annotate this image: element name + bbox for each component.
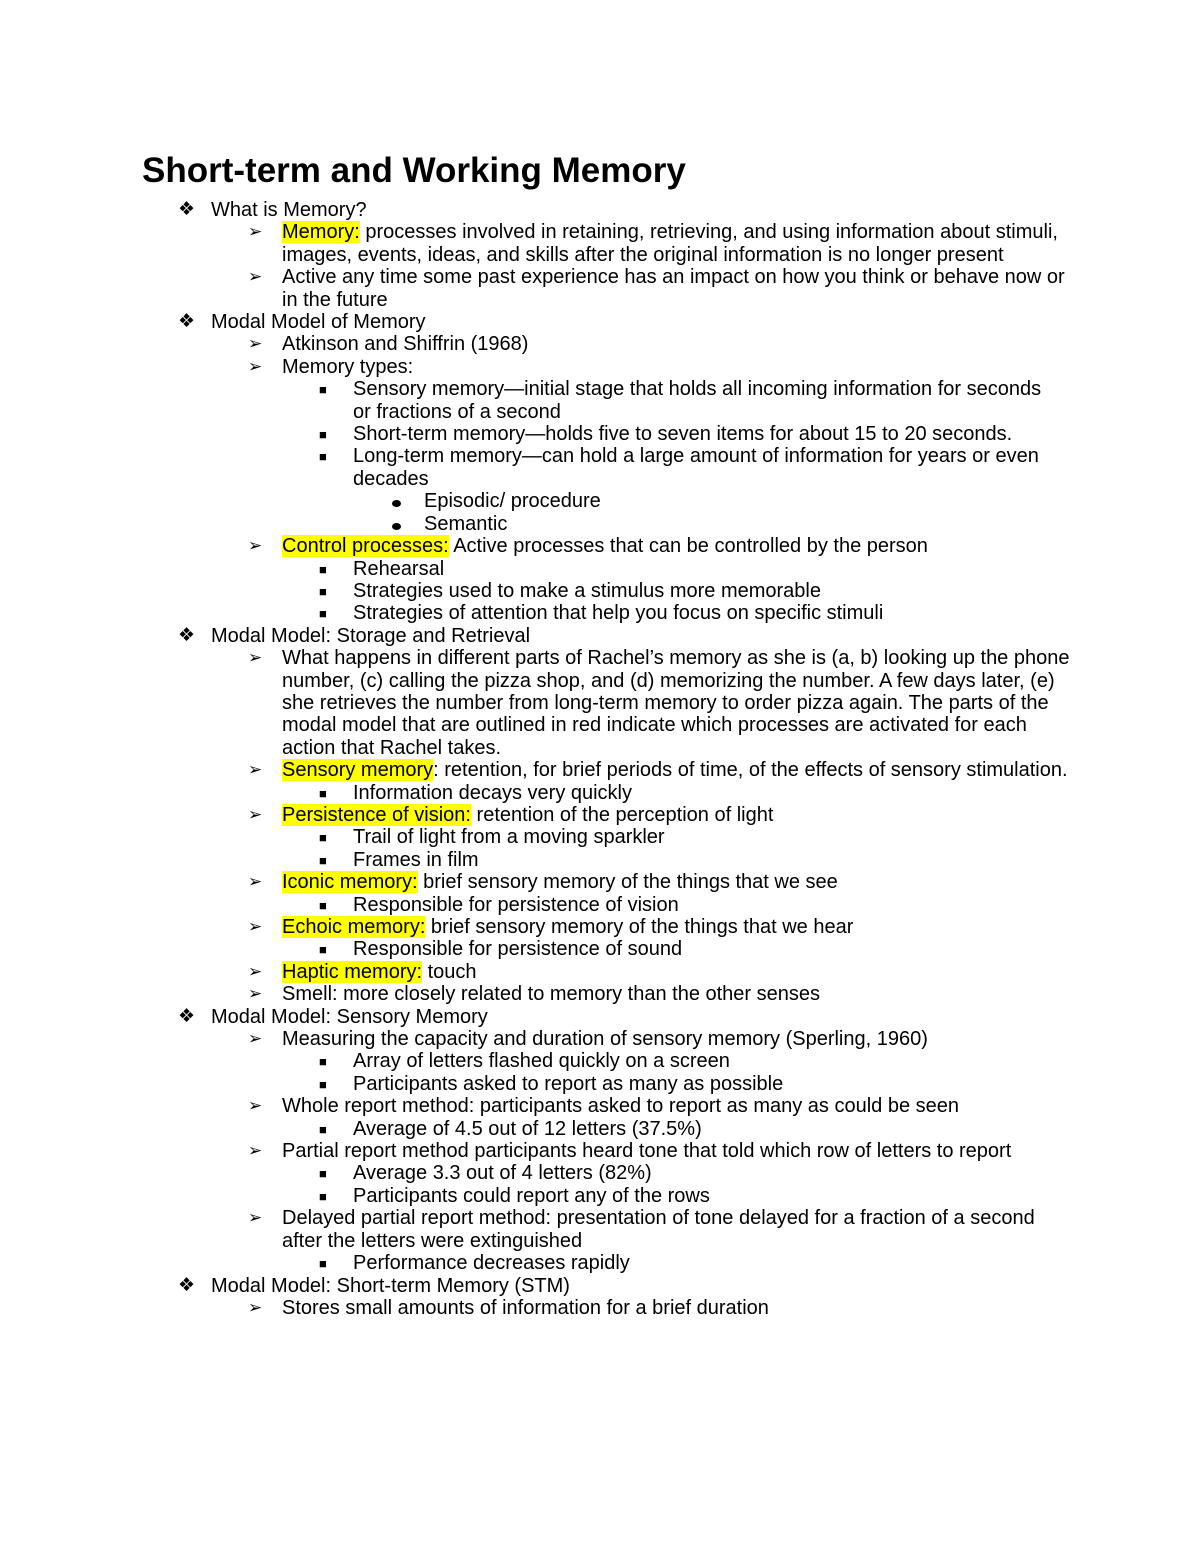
- square-bullet-icon: ■: [319, 1188, 327, 1204]
- item-body-text: Modal Model: Short-term Memory (STM): [211, 1274, 570, 1297]
- outline-item-level2: [0, 916, 1200, 938]
- outline-item-level2: [0, 356, 1200, 378]
- outline-item-text: [211, 625, 1090, 647]
- outline-item-text: [424, 513, 1060, 535]
- outline-item-text: [353, 826, 1060, 848]
- item-body-text: Modal Model: Storage and Retrieval: [211, 624, 531, 647]
- outline-item-level2: [0, 1095, 1200, 1117]
- outline-item-level4: [0, 513, 1200, 535]
- outline-item-text: [353, 849, 1060, 871]
- outline-item-level1: [0, 1275, 1200, 1297]
- outline-item-level2: [0, 759, 1200, 781]
- square-bullet-icon: ■: [319, 583, 327, 599]
- outline-item-text: [282, 535, 1070, 557]
- arrowhead-bullet-icon: ➢: [248, 1297, 263, 1317]
- square-bullet-icon: ■: [319, 449, 327, 465]
- outline-item-text: [282, 871, 1070, 893]
- item-body-text: brief sensory memory of the things that we see: [417, 871, 838, 894]
- outline-item-level3: [0, 826, 1200, 848]
- item-body-text: Active processes that can be controlled by the person: [448, 535, 928, 558]
- square-bullet-icon: ■: [319, 785, 327, 801]
- square-bullet-icon: ■: [319, 561, 327, 577]
- arrowhead-bullet-icon: ➢: [248, 984, 263, 1004]
- item-body-text: brief sensory memory of the things that we hear: [425, 916, 854, 938]
- outline-item-text: [353, 580, 1060, 602]
- outline-item-text: [353, 602, 1060, 624]
- outline-item-text: [282, 356, 1070, 378]
- outline-item-level3: [0, 580, 1200, 602]
- outline-item-text: [353, 894, 1060, 916]
- outline-item-level3: [0, 1185, 1200, 1207]
- outline-item-text: [282, 759, 1070, 781]
- outline-item-text: [353, 1252, 1060, 1274]
- outline-item-level2: [0, 647, 1200, 759]
- outline-item-level1: [0, 311, 1200, 333]
- arrowhead-bullet-icon: ➢: [248, 872, 263, 892]
- highlighted-term: Sensory memory: [282, 759, 434, 782]
- item-body-text: touch: [422, 960, 477, 983]
- outline-item-text: [282, 1095, 1070, 1117]
- item-body-text: Performance decreases rapidly: [353, 1252, 630, 1275]
- item-body-text: Participants could report any of the rows: [353, 1184, 710, 1207]
- outline-item-level2: [0, 535, 1200, 557]
- item-body-text: Atkinson and Shiffrin (1968): [282, 333, 529, 356]
- item-body-text: Strategies of attention that help you focus on specific stimuli: [353, 602, 884, 625]
- item-body-text: processes involved in retaining, retrieving, and using information about stimuli, images, events, ideas, and skills after the original information is no longer present: [282, 221, 1058, 266]
- arrowhead-bullet-icon: ➢: [248, 1141, 263, 1161]
- outline-item-level4: [0, 490, 1200, 512]
- outline-item-level3: [0, 782, 1200, 804]
- outline-item-text: [282, 916, 1070, 938]
- outline-item-level3: [0, 423, 1200, 445]
- diamond-bullet-icon: ❖: [178, 1274, 196, 1296]
- item-body-text: Trail of light from a moving sparkler: [353, 826, 665, 849]
- arrowhead-bullet-icon: ➢: [248, 760, 263, 780]
- item-body-text: Long-term memory—can hold a large amount of information for years or even decades: [353, 445, 1039, 490]
- outline-item-text: [211, 1275, 1090, 1297]
- item-body-text: retention of the perception of light: [470, 803, 774, 826]
- square-bullet-icon: ■: [319, 897, 327, 913]
- diamond-bullet-icon: ❖: [178, 624, 196, 646]
- arrowhead-bullet-icon: ➢: [248, 222, 263, 242]
- item-body-text: Participants asked to report as many as possible: [353, 1072, 784, 1095]
- outline-item-text: [353, 1118, 1060, 1140]
- arrowhead-bullet-icon: ➢: [248, 917, 263, 936]
- diamond-bullet-icon: ❖: [178, 199, 196, 220]
- round-bullet-icon: [392, 490, 401, 512]
- outline-item-text: [353, 423, 1060, 445]
- outline-item-text: [353, 378, 1060, 423]
- outline-item-level2: [0, 266, 1200, 311]
- outline-item-level3: [0, 558, 1200, 580]
- item-body-text: What happens in different parts of Rachel’s memory as she is (a, b) looking up the phone number, (c) calling the pizza shop, and (d) memorizing the number. A few days later, (e) she retrieves the number from long-term memory to order pizza again. The parts of the modal model that are outlined in red indicate which processes are activated for each action that Rachel takes.: [282, 647, 1070, 759]
- item-body-text: Stores small amounts of information for a brief duration: [282, 1296, 769, 1319]
- outline-item-level2: [0, 1140, 1200, 1162]
- outline-item-level3: [0, 1252, 1200, 1274]
- outline-item-text: [282, 804, 1070, 826]
- square-bullet-icon: ■: [319, 830, 327, 846]
- arrowhead-bullet-icon: ➢: [248, 1029, 263, 1049]
- item-body-text: Array of letters flashed quickly on a screen: [353, 1050, 730, 1073]
- item-body-text: Responsible for persistence of sound: [353, 938, 683, 961]
- outline-item-text: [282, 647, 1070, 759]
- outline-item-text: [353, 445, 1060, 490]
- round-bullet-icon: [392, 513, 401, 535]
- page-title: Short-term and Working Memory: [142, 151, 686, 190]
- item-body-text: Short-term memory—holds five to seven items for about 15 to 20 seconds.: [353, 423, 1013, 446]
- item-body-text: Episodic/ procedure: [424, 490, 601, 513]
- outline-item-text: [211, 311, 1090, 333]
- outline-item-level3: [0, 938, 1200, 960]
- outline-item-level1: [0, 625, 1200, 647]
- arrowhead-bullet-icon: ➢: [248, 961, 263, 981]
- outline-item-level2: [0, 983, 1200, 1005]
- square-bullet-icon: ■: [319, 427, 327, 443]
- item-body-text: Responsible for persistence of vision: [353, 893, 679, 916]
- outline-item-text: [424, 490, 1060, 512]
- outline-item-text: [282, 333, 1070, 355]
- item-body-text: Delayed partial report method: presentation of tone delayed for a fraction of a second after the letters were extinguished: [282, 1207, 1035, 1252]
- outline-item-level2: [0, 961, 1200, 983]
- arrowhead-bullet-icon: ➢: [248, 334, 263, 354]
- outline-item-level2: [0, 1207, 1200, 1252]
- item-body-text: What is Memory?: [211, 199, 367, 221]
- square-bullet-icon: ■: [319, 1054, 327, 1070]
- item-body-text: Modal Model: Sensory Memory: [211, 1005, 488, 1028]
- square-bullet-icon: ■: [319, 606, 327, 622]
- outline-item-level3: [0, 894, 1200, 916]
- arrowhead-bullet-icon: ➢: [248, 804, 263, 824]
- arrowhead-bullet-icon: ➢: [248, 1208, 263, 1228]
- item-body-text: Measuring the capacity and duration of sensory memory (Sperling, 1960): [282, 1028, 928, 1051]
- arrowhead-bullet-icon: ➢: [248, 1096, 263, 1116]
- arrowhead-bullet-icon: ➢: [248, 536, 263, 556]
- outline-item-level2: [0, 871, 1200, 893]
- highlighted-term: Iconic memory:: [282, 871, 418, 894]
- item-body-text: Memory types:: [282, 355, 414, 378]
- item-body-text: Strategies used to make a stimulus more memorable: [353, 579, 821, 602]
- outline-item-level3: [0, 1050, 1200, 1072]
- highlighted-term: Memory:: [282, 221, 360, 244]
- outline-item-text: [282, 266, 1070, 311]
- outline-item-text: [282, 1207, 1070, 1252]
- outline-item-level1: [0, 199, 1200, 221]
- outline-item-level2: [0, 221, 1200, 266]
- outline-item-text: [282, 961, 1070, 983]
- item-body-text: Active any time some past experience has an impact on how you think or behave now or in the future: [282, 266, 1065, 311]
- outline-item-text: [282, 221, 1070, 266]
- outline-item-text: [353, 1162, 1060, 1184]
- item-body-text: Average 3.3 out of 4 letters (82%): [353, 1162, 652, 1185]
- arrowhead-bullet-icon: ➢: [248, 356, 263, 376]
- item-body-text: Modal Model of Memory: [211, 311, 426, 334]
- item-body-text: Partial report method participants heard tone that told which row of letters to report: [282, 1140, 1012, 1163]
- outline-item-level3: [0, 445, 1200, 490]
- square-bullet-icon: ■: [319, 382, 327, 398]
- outline-item-level2: [0, 1297, 1200, 1319]
- highlighted-term: Echoic memory:: [282, 916, 426, 938]
- square-bullet-icon: ■: [319, 1166, 327, 1182]
- item-body-text: Semantic: [424, 512, 508, 535]
- outline-item-text: [211, 1006, 1090, 1028]
- outline-item-text: [353, 558, 1060, 580]
- item-body-text: Rehearsal: [353, 557, 445, 580]
- outline-item-level3: [0, 602, 1200, 624]
- outline-item-level2: [0, 333, 1200, 355]
- outline-item-text: [282, 1297, 1070, 1319]
- outline-item-text: [282, 1140, 1070, 1162]
- outline-item-text: [282, 1028, 1070, 1050]
- highlighted-term: Haptic memory:: [282, 960, 423, 983]
- outline-item-text: [211, 199, 1090, 221]
- outline-item-text: [353, 782, 1060, 804]
- outline-item-level3: [0, 1162, 1200, 1184]
- outline-item-level3: [0, 1118, 1200, 1140]
- square-bullet-icon: ■: [319, 942, 327, 958]
- outline-item-text: [353, 938, 1060, 960]
- item-body-text: Average of 4.5 out of 12 letters (37.5%): [353, 1117, 702, 1140]
- item-body-text: Whole report method: participants asked to report as many as could be seen: [282, 1095, 960, 1118]
- diamond-bullet-icon: ❖: [178, 1005, 196, 1027]
- outline-item-text: [353, 1073, 1060, 1095]
- outline-item-level2: [0, 1028, 1200, 1050]
- outline-item-level2: [0, 804, 1200, 826]
- arrowhead-bullet-icon: ➢: [248, 648, 263, 668]
- outline-item-text: [282, 983, 1070, 1005]
- outline-list: [0, 199, 1200, 1319]
- item-body-text: Frames in film: [353, 848, 479, 871]
- outline-item-text: [353, 1185, 1060, 1207]
- item-body-text: Information decays very quickly: [353, 781, 633, 804]
- arrowhead-bullet-icon: ➢: [248, 267, 263, 287]
- diamond-bullet-icon: ❖: [178, 311, 196, 333]
- outline-item-level3: [0, 378, 1200, 423]
- outline-item-level1: [0, 1006, 1200, 1028]
- item-body-text: Smell: more closely related to memory than the other senses: [282, 983, 821, 1006]
- item-body-text: Sensory memory—initial stage that holds all incoming information for seconds or fractions of a second: [353, 378, 1042, 423]
- outline-item-level3: [0, 849, 1200, 871]
- highlighted-term: Control processes:: [282, 535, 449, 558]
- square-bullet-icon: ■: [319, 1121, 327, 1137]
- highlighted-term: Persistence of vision:: [282, 803, 471, 826]
- item-body-text: : retention, for brief periods of time, of the effects of sensory stimulation.: [433, 759, 1068, 782]
- outline-item-level3: [0, 1073, 1200, 1095]
- square-bullet-icon: ■: [319, 852, 327, 868]
- square-bullet-icon: ■: [319, 1256, 327, 1272]
- square-bullet-icon: ■: [319, 1076, 327, 1092]
- outline-item-text: [353, 1050, 1060, 1072]
